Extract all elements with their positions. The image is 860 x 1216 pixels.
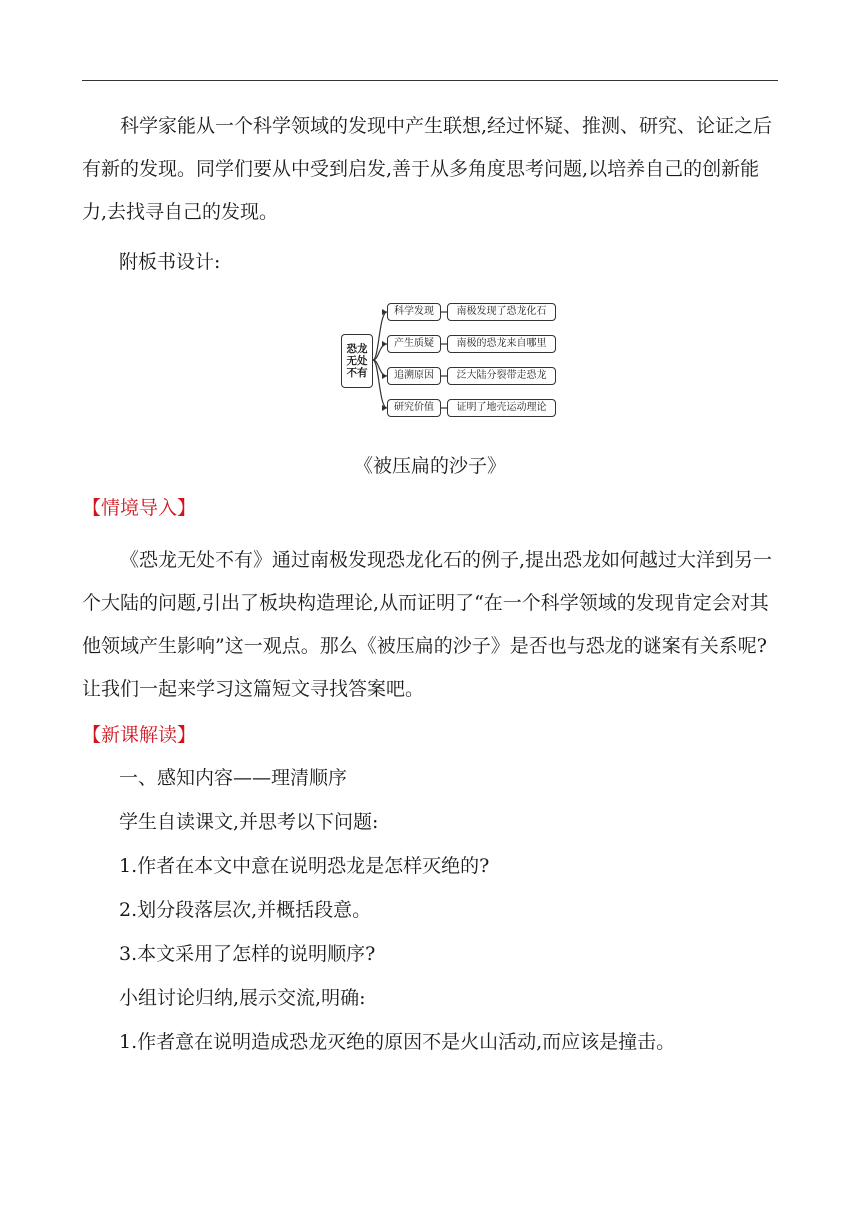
header-rule <box>82 80 778 81</box>
connector-1 <box>373 312 387 360</box>
diagram-detail-2: 南极的恐龙来自哪里 <box>447 335 556 353</box>
diagram-detail-1: 南极发现了恐龙化石 <box>447 303 556 321</box>
reading-line-5: 3.本文采用了怎样的说明顺序? <box>119 943 376 965</box>
conclusion-paragraph: 科学家能从一个科学领域的发现中产生联想,经过怀疑、推测、研究、论证之后有新的发现。同学们要从中受到启发,善于从多角度思考问题,以培养自己的创新能力,去找寻自己的发现。 <box>82 115 773 223</box>
diagram-category-1: 科学发现 <box>387 303 441 321</box>
diagram-category-3: 追溯原因 <box>387 367 441 385</box>
reading-line-4: 2.划分段落层次,并概括段意。 <box>119 899 372 921</box>
board-diagram <box>341 298 561 422</box>
root-line-3: 不有 <box>346 367 368 379</box>
diagram-detail-4: 证明了地壳运动理论 <box>447 399 556 417</box>
diagram-category-2: 产生质疑 <box>387 335 441 353</box>
reading-line-3: 1.作者在本文中意在说明恐龙是怎样灭绝的? <box>119 855 490 877</box>
reading-line-7: 1.作者意在说明造成恐龙灭绝的原因不是火山活动,而应该是撞击。 <box>119 1031 676 1053</box>
root-line-1: 恐龙 <box>346 343 368 355</box>
board-design-label: 附板书设计: <box>119 251 221 273</box>
reading-line-2: 学生自读课文,并思考以下问题: <box>119 811 379 833</box>
lesson-title: 《被压扁的沙子》 <box>353 455 506 477</box>
diagram-category-4: 研究价值 <box>387 399 441 417</box>
intro-heading: 【情境导入】 <box>82 497 197 519</box>
connector-4 <box>373 360 387 408</box>
reading-line-1: 一、感知内容——理清顺序 <box>119 767 348 789</box>
reading-line-6: 小组讨论归纳,展示交流,明确: <box>119 987 366 1009</box>
root-line-2: 无处 <box>346 355 368 367</box>
diagram-detail-3: 泛大陆分裂带走恐龙 <box>447 367 556 385</box>
intro-paragraph: 《恐龙无处不有》通过南极发现恐龙化石的例子,提出恐龙如何越过大洋到另一个大陆的问题,引出了板块构造理论,从而证明了“在一个科学领域的发现肯定会对其他领域产生影响”这一观点。那么《被压扁的沙子》是否也与恐龙的谜案有关系呢?让我们一起来学习这篇短文寻找答案吧。 <box>82 549 773 700</box>
diagram-root <box>341 334 373 388</box>
reading-heading: 【新课解读】 <box>82 724 197 746</box>
